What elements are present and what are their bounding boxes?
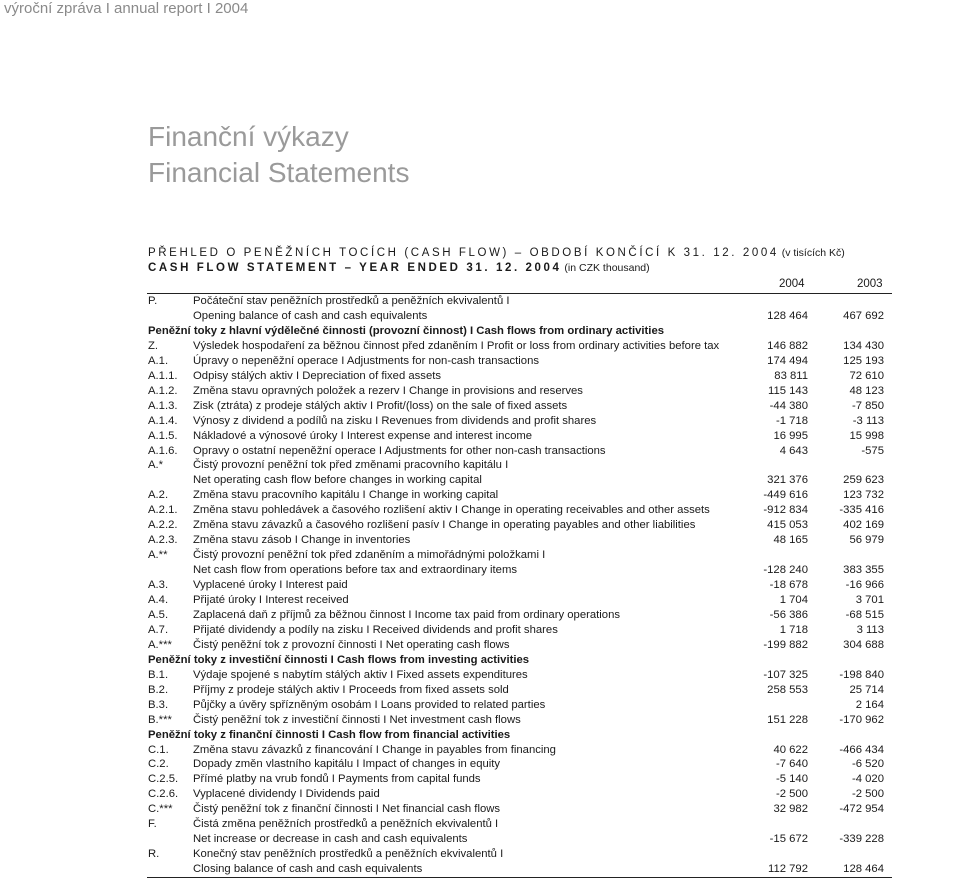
- row-code: B.1.: [148, 668, 169, 681]
- value-2004: -199 882: [763, 638, 808, 651]
- value-2004: 174 494: [767, 354, 808, 367]
- row-code: B.2.: [148, 683, 169, 696]
- row-code: A.**: [148, 549, 168, 562]
- statement-heading-czech: [148, 247, 845, 259]
- value-2004: -56 386: [769, 608, 808, 621]
- row-label: Přímé platby na vrub fondů I Payments from capital funds: [193, 773, 481, 786]
- row-label: Dopady změn vlastního kapitálu I Impact of changes in equity: [193, 758, 501, 771]
- row-code: Z.: [148, 339, 159, 352]
- row-label: Čistý peněžní tok z finanční činnosti I Net financial cash flows: [193, 803, 501, 816]
- row-code: A.***: [148, 638, 172, 651]
- value-2003: 125 193: [843, 354, 884, 367]
- value-2004: -7 640: [775, 758, 808, 771]
- value-2003: -575: [861, 444, 884, 457]
- row-label: Výsledek hospodaření za běžnou činnost před zdaněním I Profit or loss from ordinary activities before tax: [193, 339, 720, 352]
- table-row: [148, 384, 884, 399]
- table-row: [148, 339, 884, 354]
- value-2004: 1 704: [779, 594, 808, 606]
- table-row: [148, 608, 884, 623]
- row-code: B.3.: [148, 698, 169, 711]
- value-2003: -339 228: [839, 833, 884, 846]
- table-bottom-rule: [147, 877, 892, 878]
- row-code: A.2.: [148, 489, 169, 502]
- row-label: Změna stavu pohledávek a časového rozlišení aktiv I Change in operating receivables and other assets: [193, 504, 710, 517]
- row-label: Přijaté úroky I Interest received: [193, 594, 349, 606]
- table-row: [148, 294, 884, 309]
- unit-note-english: (in CZK thousand): [561, 262, 650, 274]
- table-row: [148, 429, 884, 444]
- table-row: [148, 728, 884, 743]
- value-2004: 115 143: [768, 384, 808, 397]
- value-2004: 112 792: [768, 863, 808, 876]
- row-label: Přijaté dividendy a podíly na zisku I Received dividends and profit shares: [193, 623, 558, 636]
- row-label: Peněžní toky z investiční činnosti I Cash flows from investing activities: [148, 653, 530, 666]
- table-row: [148, 623, 884, 638]
- value-2004: 415 053: [767, 519, 808, 532]
- row-code: A.4.: [148, 594, 169, 606]
- value-2004: 32 982: [773, 803, 808, 816]
- table-row: [148, 847, 884, 862]
- row-label: Čistý peněžní tok z investiční činnosti I Net investment cash flows: [193, 713, 521, 726]
- value-2003: 467 692: [843, 309, 884, 322]
- value-2003: -4 020: [851, 773, 884, 786]
- row-label: Peněžní toky z finanční činnosti I Cash flow from financial activities: [148, 728, 511, 741]
- value-2003: -198 840: [839, 668, 884, 681]
- row-code: A.1.2.: [148, 384, 178, 397]
- value-2004: 1 718: [779, 623, 808, 636]
- table-row: [148, 503, 884, 518]
- value-2003: -170 962: [839, 713, 884, 726]
- table-row: [148, 369, 884, 384]
- value-2004: 258 553: [767, 683, 808, 696]
- row-label: Opravy o ostatní nepeněžní operace I Adjustments for other non-cash transactions: [193, 444, 606, 457]
- table-row: [148, 488, 884, 503]
- value-2004: 321 376: [767, 474, 808, 487]
- table-row: [148, 638, 884, 653]
- table-row: [148, 743, 884, 758]
- value-2004: -1 718: [775, 414, 808, 427]
- value-2003: -68 515: [845, 608, 884, 621]
- table-row: [148, 802, 884, 817]
- value-2004: -107 325: [763, 668, 808, 681]
- row-label: Vyplacené dividendy I Dividends paid: [193, 788, 380, 801]
- row-code: C.2.6.: [148, 788, 179, 801]
- row-label: Zisk (ztráta) z prodeje stálých aktiv I Profit/(loss) on the sale of fixed assets: [193, 399, 568, 412]
- row-label: Konečný stav peněžních prostředků a peněžních ekvivalentů I: [193, 848, 504, 861]
- row-label: Čistá změna peněžních prostředků a peněžních ekvivalentů I: [193, 818, 499, 831]
- value-2004: -5 140: [775, 773, 808, 786]
- row-label: Closing balance of cash and cash equivalents: [193, 863, 423, 876]
- value-2003: 123 732: [843, 489, 884, 502]
- table-row: [148, 324, 884, 339]
- table-row: [148, 757, 884, 772]
- table-row: [148, 473, 884, 488]
- table-row: [148, 518, 884, 533]
- row-code: C.1.: [148, 743, 169, 756]
- table-row: [148, 414, 884, 429]
- value-2003: 72 610: [849, 369, 884, 382]
- value-2004: -15 672: [769, 833, 808, 846]
- column-header-2003: 2003: [857, 278, 883, 290]
- page-title-english: Financial Statements: [148, 157, 410, 188]
- value-2003: 56 979: [849, 534, 884, 547]
- report-header: výroční zpráva I annual report I 2004: [4, 0, 249, 17]
- row-label: Net operating cash flow before changes in working capital: [193, 474, 482, 487]
- row-label: Změna stavu závazků a časového rozlišení pasív I Change in operating payables and other liabilities: [193, 519, 696, 532]
- page-title-czech: Finanční výkazy: [148, 121, 349, 152]
- value-2003: -335 416: [839, 504, 884, 517]
- unit-note-czech: (v tisících Kč): [778, 247, 845, 259]
- table-row: [148, 817, 884, 832]
- row-label: Vyplacené úroky I Interest paid: [193, 579, 348, 592]
- value-2003: 304 688: [843, 638, 884, 651]
- row-code: B.***: [148, 713, 172, 726]
- value-2003: 25 714: [849, 683, 884, 696]
- value-2004: -2 500: [775, 788, 808, 801]
- table-row: [148, 787, 884, 802]
- row-code: C.2.5.: [148, 773, 179, 786]
- table-row: [148, 309, 884, 324]
- table-row: [148, 772, 884, 787]
- value-2004: -449 616: [763, 489, 808, 502]
- row-code: A.1.: [148, 354, 169, 367]
- table-row: [148, 832, 884, 847]
- row-label: Net increase or decrease in cash and cash equivalents: [193, 833, 468, 846]
- table-row: [148, 458, 884, 473]
- row-label: Změna stavu pracovního kapitálu I Change in working capital: [193, 489, 499, 502]
- value-2003: 259 623: [843, 474, 884, 487]
- row-label: Půjčky a úvěry spřízněným osobám I Loans provided to related parties: [193, 698, 546, 711]
- row-code: A.2.3.: [148, 534, 178, 547]
- row-code: A.1.4.: [148, 414, 178, 427]
- row-code: A.5.: [148, 608, 169, 621]
- value-2003: 48 123: [849, 384, 884, 397]
- value-2004: 83 811: [774, 369, 808, 382]
- value-2004: -128 240: [763, 564, 808, 577]
- row-label: Změna stavu závazků z financování I Change in payables from financing: [193, 743, 556, 756]
- row-code: A.7.: [148, 623, 169, 636]
- table-row: [148, 683, 884, 698]
- table-row: [148, 444, 884, 459]
- row-code: A.2.2.: [148, 519, 178, 532]
- value-2003: 15 998: [849, 429, 884, 442]
- row-label: Čistý provozní peněžní tok před změnami pracovního kapitálu I: [193, 459, 509, 472]
- row-code: A.1.6.: [148, 444, 178, 457]
- row-code: R.: [148, 848, 160, 861]
- column-header-2004: 2004: [779, 278, 805, 290]
- value-2003: 3 701: [855, 594, 884, 606]
- value-2004: 48 165: [773, 534, 808, 547]
- value-2004: 16 995: [773, 429, 808, 442]
- value-2004: -18 678: [769, 579, 808, 592]
- value-2004: 151 228: [767, 713, 808, 726]
- value-2004: 146 882: [767, 339, 808, 352]
- table-row: [148, 713, 884, 728]
- value-2003: -472 954: [839, 803, 884, 816]
- row-label: Výnosy z dividend a podílů na zisku I Revenues from dividends and profit shares: [193, 414, 597, 427]
- row-code: C.***: [148, 803, 173, 816]
- row-label: Nákladové a výnosové úroky I Interest expense and interest income: [193, 429, 533, 442]
- value-2003: 383 355: [843, 564, 884, 577]
- row-code: A.*: [148, 459, 164, 472]
- value-2004: -912 834: [763, 504, 808, 517]
- value-2003: -7 850: [851, 399, 884, 412]
- row-code: A.1.1.: [148, 369, 178, 382]
- row-label: Čistý peněžní tok z provozní činnosti I Net operating cash flows: [193, 638, 510, 651]
- table-row: [148, 862, 884, 877]
- table-row: [148, 668, 884, 683]
- value-2004: 40 622: [773, 743, 808, 756]
- value-2003: 128 464: [843, 863, 884, 876]
- table-row: [148, 593, 884, 608]
- row-code: P.: [148, 295, 158, 307]
- row-code: C.2.: [148, 758, 169, 771]
- value-2003: -6 520: [851, 758, 884, 771]
- value-2003: 2 164: [855, 698, 884, 711]
- table-row: [148, 563, 884, 578]
- value-2003: -16 966: [845, 579, 884, 592]
- value-2004: -44 380: [769, 399, 808, 412]
- row-label: Odpisy stálých aktiv I Depreciation of fixed assets: [193, 369, 442, 382]
- row-label: Zaplacená daň z příjmů za běžnou činnost I Income tax paid from ordinary operations: [193, 608, 621, 621]
- table-row: [148, 399, 884, 414]
- row-code: A.1.5.: [148, 429, 178, 442]
- row-label: Net cash flow from operations before tax and extraordinary items: [193, 564, 517, 577]
- value-2003: -2 500: [851, 788, 884, 801]
- statement-heading-english: [148, 262, 650, 274]
- table-row: [148, 533, 884, 548]
- row-label: Peněžní toky z hlavní výdělečné činnosti (provozní činnost) I Cash flows from ordinary activities: [148, 324, 665, 337]
- value-2003: 3 113: [856, 623, 884, 636]
- row-code: A.1.3.: [148, 399, 178, 412]
- row-label: Počáteční stav peněžních prostředků a peněžních ekvivalentů I: [193, 295, 510, 307]
- value-2003: 134 430: [843, 339, 884, 352]
- statement-heading-english-text: CASH FLOW STATEMENT – YEAR ENDED 31. 12. 2004: [148, 262, 562, 274]
- row-label: Čistý provozní peněžní tok před zdaněním a mimořádnými položkami I: [193, 549, 546, 562]
- row-label: Změna stavu opravných položek a rezerv I Change in provisions and reserves: [193, 384, 583, 397]
- value-2004: 4 643: [779, 444, 808, 457]
- statement-heading-czech-text: PŘEHLED O PENĚŽNÍCH TOCÍCH (CASH FLOW) – OBDOBÍ KONČÍCÍ K 31. 12. 2004: [148, 247, 779, 259]
- value-2003: -3 113: [852, 414, 884, 427]
- table-row: [148, 578, 884, 593]
- row-label: Výdaje spojené s nabytím stálých aktiv I Fixed assets expenditures: [193, 668, 528, 681]
- table-row: [148, 548, 884, 563]
- row-label: Úpravy o nepeněžní operace I Adjustments for non-cash transactions: [193, 354, 540, 367]
- row-label: Opening balance of cash and cash equivalents: [193, 309, 428, 322]
- value-2003: 402 169: [843, 519, 884, 532]
- value-2003: -466 434: [839, 743, 884, 756]
- row-code: F.: [148, 818, 157, 831]
- row-label: Příjmy z prodeje stálých aktiv I Proceeds from fixed assets sold: [193, 683, 509, 696]
- table-row: [148, 354, 884, 369]
- row-label: Změna stavu zásob I Change in inventories: [193, 534, 411, 547]
- row-code: A.3.: [148, 579, 169, 592]
- value-2004: 128 464: [767, 309, 808, 322]
- row-code: A.2.1.: [148, 504, 178, 517]
- table-row: [148, 698, 884, 713]
- table-row: [148, 653, 884, 668]
